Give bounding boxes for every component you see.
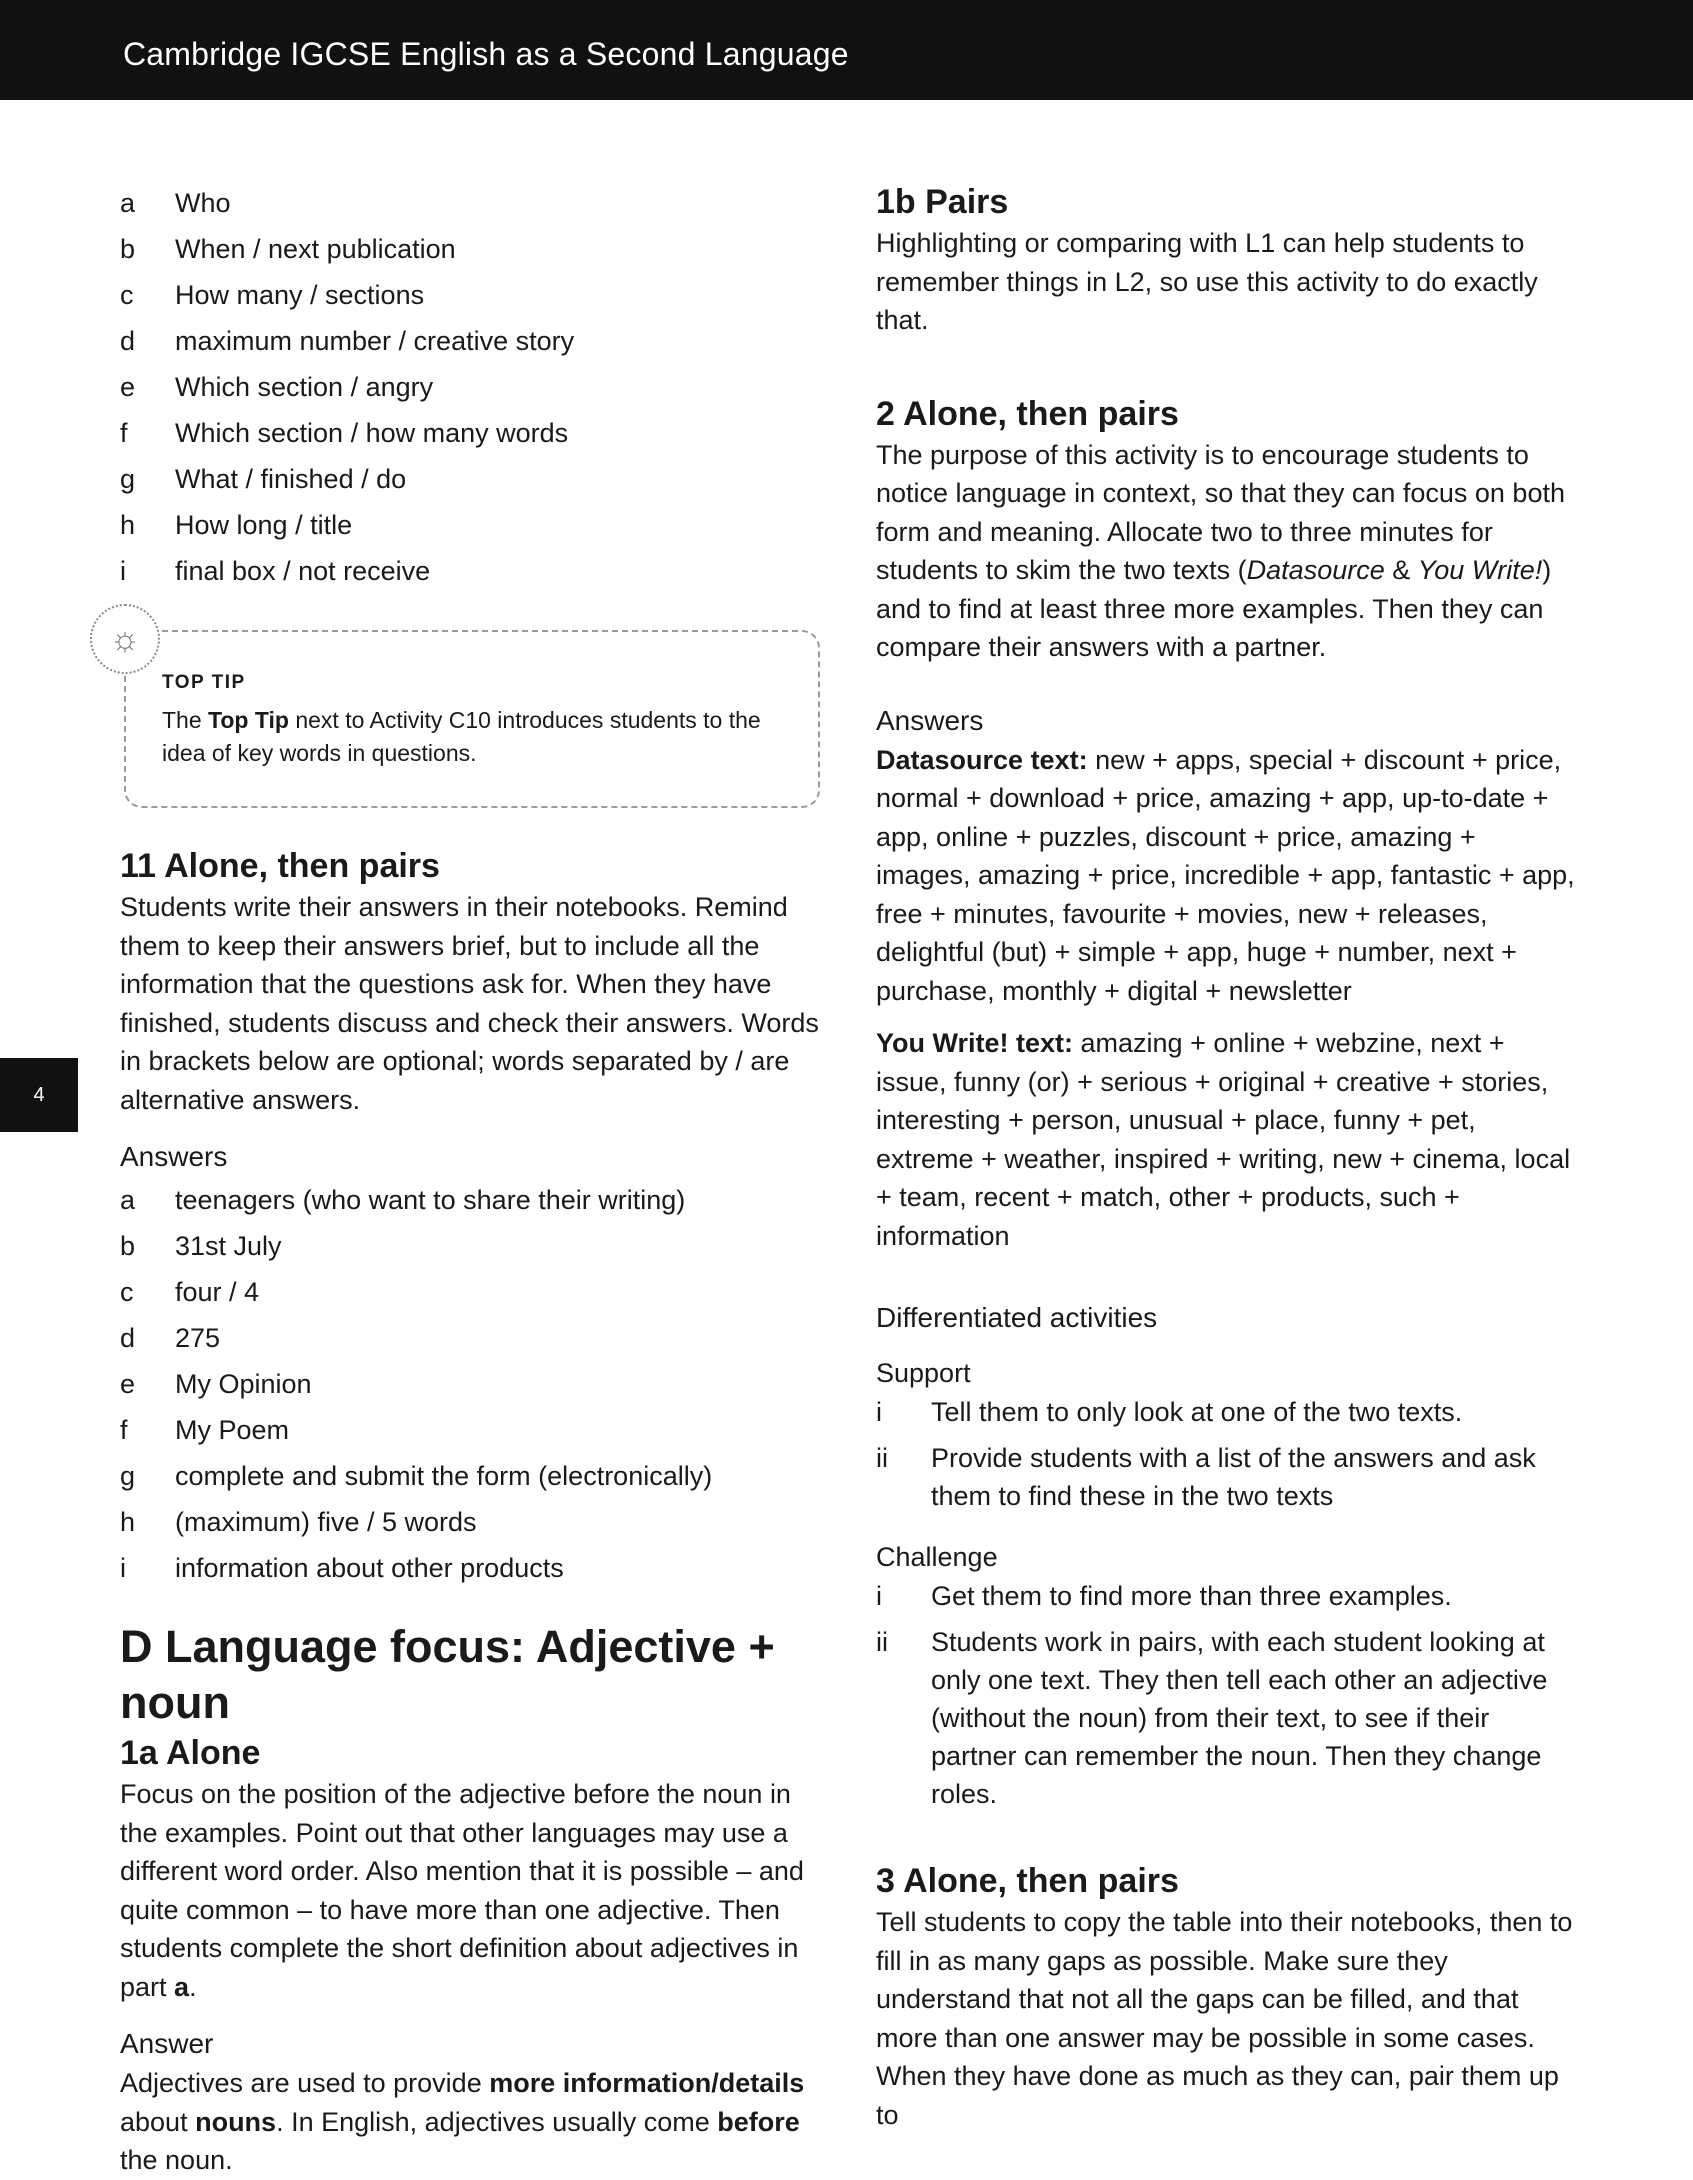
top-tip-label: TOP TIP (162, 672, 246, 693)
list-item: e My Opinion (120, 1369, 312, 1399)
list-item: b 31st July (120, 1231, 282, 1261)
list-item: c four / 4 (120, 1277, 260, 1307)
list-item: i information about other products (120, 1553, 564, 1583)
list-item: d maximum number / creative story (120, 326, 575, 356)
list-item: d 275 (120, 1323, 221, 1353)
section-11-body: Students write their answers in their notebooks. Remind them to keep their answers brief, but to include all the information that the questions ask for. When they have finished, students discuss and check their answers. Words in brackets below are optional; words separated by / are alternative answers. (120, 892, 819, 1115)
list-item: f My Poem (120, 1415, 290, 1445)
top-tip-text: The Top Tip next to Activity C10 introduces students to the idea of key words in questions. (162, 707, 761, 766)
section-3-body: Tell students to copy the table into their notebooks, then to fill in as many gaps as possible. Make sure they understand that not all the gaps can be filled, and that more than one answer may be possible in some cases. When they have done as much as they can, pair them up to (876, 1907, 1573, 2130)
section-2-body: The purpose of this activity is to encourage students to notice language in context, so that they can focus on both form and meaning. Allocate two to three minutes for students to skim the two texts (Datasource & You Write!) and to find at least three more examples. Then they can compare their answers with a partner. (876, 439, 1565, 662)
list-item: i final box / not receive (120, 556, 431, 586)
section-1a-heading: 1a Alone (120, 1734, 261, 1772)
answers-label: Answers (120, 1141, 228, 1172)
page-number-tab: 4 (0, 1058, 78, 1132)
answer-text: Adjectives are used to provide more information/details about nouns. In English, adjectives usually come before the noun. (120, 2068, 805, 2175)
list-item: g complete and submit the form (electronically) (120, 1461, 713, 1491)
list-item: i Tell them to only look at one of the two texts. (876, 1397, 1463, 1427)
challenge-label: Challenge (876, 1542, 998, 1572)
list-item: g What / finished / do (120, 464, 407, 494)
list-item: f Which section / how many words (120, 418, 569, 448)
lightbulb-icon: ☼ (90, 604, 160, 674)
answer-label: Answer (120, 2028, 214, 2059)
top-tip-box (109, 619, 820, 808)
differentiated-heading: Differentiated activities (876, 1302, 1158, 1333)
list-item: ii Provide students with a list of the answers and ask them to find these in the two texts (876, 1443, 1536, 1511)
section-1b-body: Highlighting or comparing with L1 can help students to remember things in L2, so use this activity to do exactly that. (876, 228, 1538, 335)
list-item: a Who (120, 188, 231, 218)
section-d-heading: D Language focus: Adjective + noun (120, 1621, 775, 1728)
support-label: Support (876, 1358, 971, 1388)
list-item: c How many / sections (120, 280, 425, 310)
section-1b-heading: 1b Pairs (876, 183, 1009, 221)
answers-list (120, 1177, 820, 1591)
left-column (109, 180, 820, 2180)
challenge-list (876, 1577, 1576, 1813)
section-3-heading: 3 Alone, then pairs (876, 1862, 1179, 1900)
question-list (120, 180, 820, 594)
section-2-answers-label: Answers (876, 704, 984, 736)
list-item: h (maximum) five / 5 words (120, 1507, 477, 1537)
datasource-answers: Datasource text: new + apps, special + discount + price, normal + download + price, amazing + app, up-to-date + app, online + puzzles, discount + price, amazing + images, amazing + price, incredible + app, fantastic + app, free + minutes, favourite + movies, new + releases, delightful (but) + simple + app, huge + number, next + purchase, monthly + digital + newsletter (876, 744, 1575, 1006)
support-list (876, 1393, 1576, 1515)
list-item: b When / next publication (120, 234, 456, 264)
youwrite-answers: You Write! text: amazing + online + webzine, next + issue, funny (or) + serious + original + creative + stories, interesting + person, unusual + place, funny + pet, extreme + weather, inspired + writing, new + cinema, local + team, recent + match, other + products, such + information (876, 1028, 1571, 1251)
list-item: h How long / title (120, 510, 353, 540)
header-title: Cambridge IGCSE English as a Second Language (123, 36, 849, 72)
list-item: a teenagers (who want to share their writing) (120, 1185, 686, 1215)
list-item: i Get them to find more than three examples. (876, 1581, 1452, 1611)
right-column (876, 180, 1576, 2134)
list-item: ii Students work in pairs, with each student looking at only one text. They then tell each other an adjective (without the noun) from their text, to see if their partner can remember the noun. Then they change roles. (876, 1627, 1548, 1809)
section-2-heading: 2 Alone, then pairs (876, 394, 1179, 433)
list-item: e Which section / angry (120, 372, 434, 402)
section-1a-body: Focus on the position of the adjective before the noun in the examples. Point out that other languages may use a different word order. Also mention that it is possible – and quite common – to have more than one adjective. Then students complete the short definition about adjectives in part a. (120, 1779, 804, 2002)
section-11-heading: 11 Alone, then pairs (120, 847, 440, 885)
header-bar (0, 0, 1693, 100)
